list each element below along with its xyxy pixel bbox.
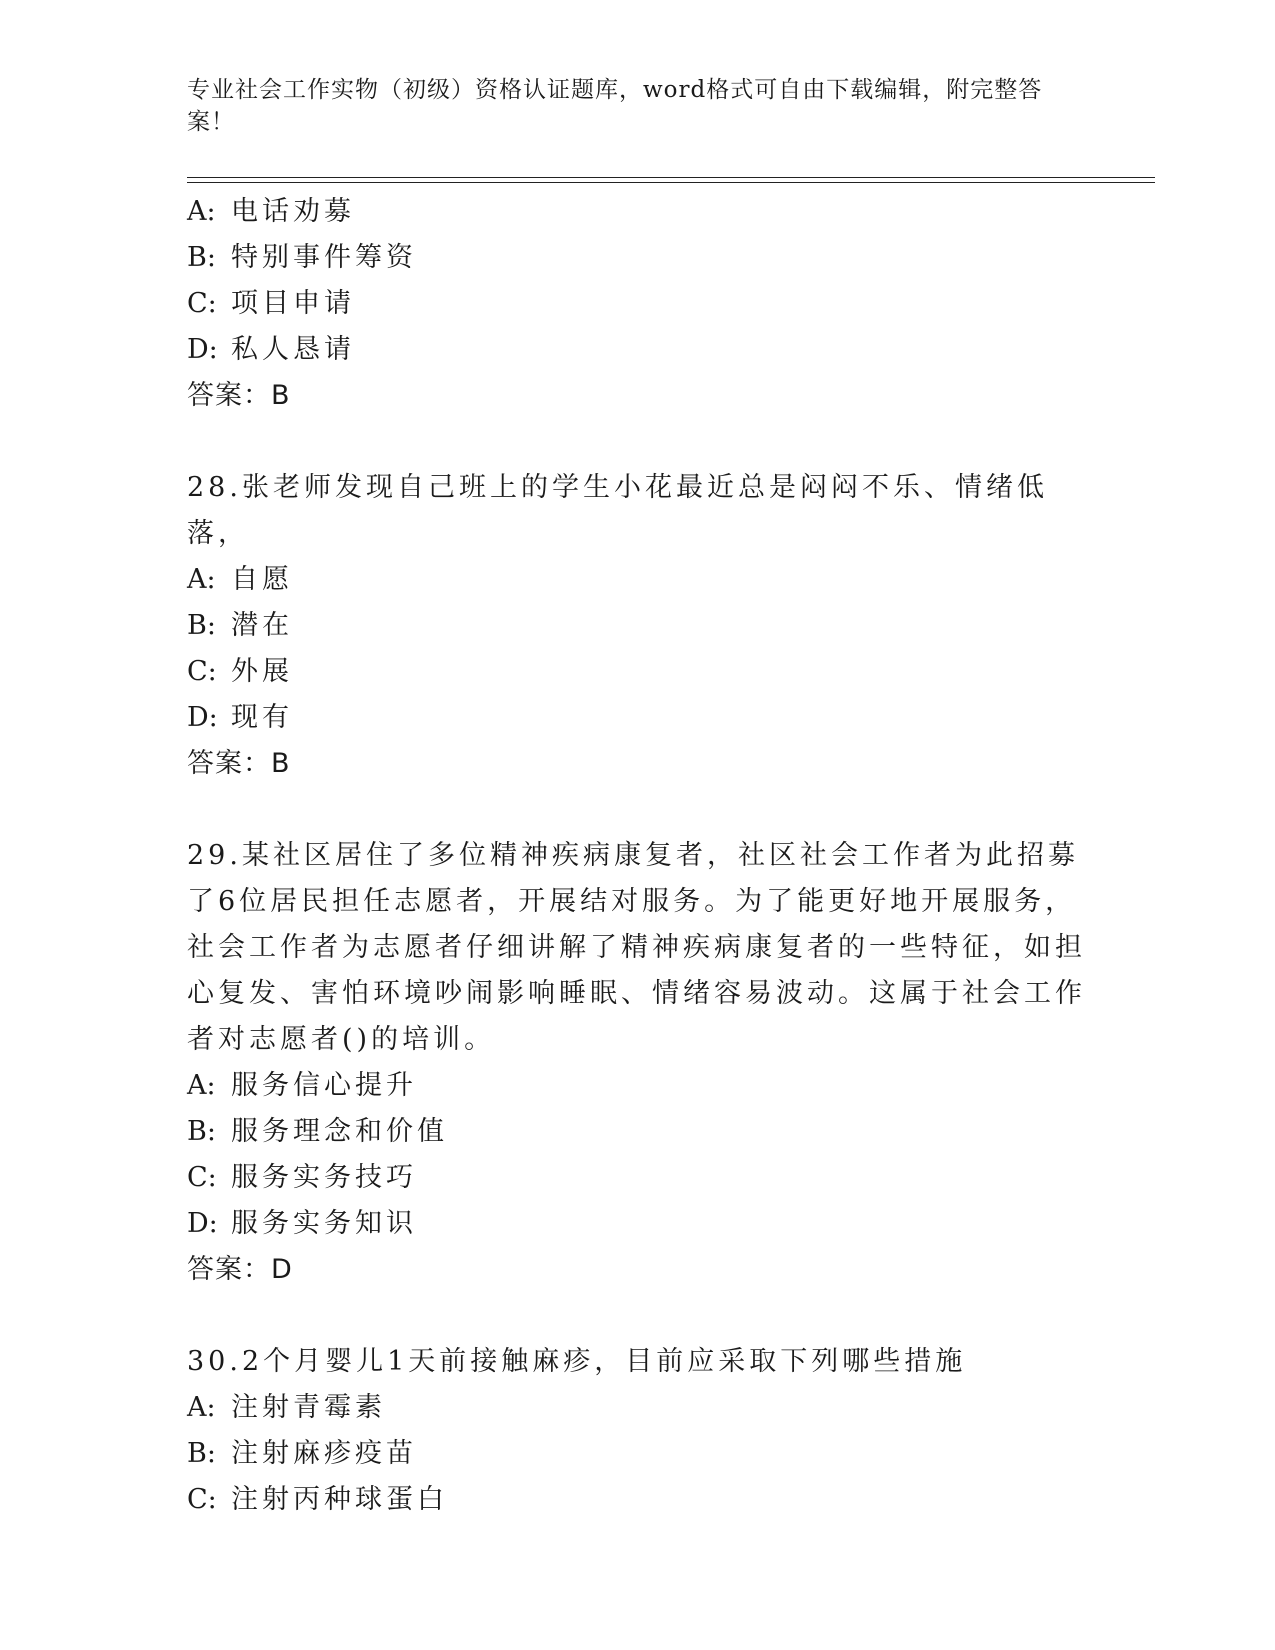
option-text: 潜在 bbox=[231, 610, 293, 641]
option-b bbox=[187, 1109, 1087, 1155]
option-key: A: bbox=[187, 1070, 216, 1101]
option-a bbox=[187, 1385, 1087, 1431]
question-block-28 bbox=[187, 465, 1087, 787]
question-block-30 bbox=[187, 1339, 1087, 1523]
option-key: B: bbox=[187, 610, 216, 641]
option-text: 服务信心提升 bbox=[231, 1070, 417, 1101]
option-b bbox=[187, 1431, 1087, 1477]
option-key: B: bbox=[187, 1116, 216, 1147]
option-key: A: bbox=[187, 1392, 216, 1423]
option-key: C: bbox=[187, 1484, 217, 1515]
option-key: D: bbox=[187, 334, 218, 365]
option-c bbox=[187, 281, 1087, 327]
option-text: 现有 bbox=[231, 702, 293, 733]
option-text: 服务理念和价值 bbox=[231, 1116, 448, 1147]
option-text: 私人恳请 bbox=[231, 334, 355, 365]
option-key: A: bbox=[187, 196, 216, 227]
option-c bbox=[187, 1155, 1087, 1201]
option-text: 外展 bbox=[231, 656, 293, 687]
question-text: 30.2个月婴儿1天前接触麻疹，目前应采取下列哪些措施 bbox=[187, 1346, 967, 1377]
option-text: 项目申请 bbox=[231, 288, 355, 319]
answer-line: 答案：B bbox=[187, 380, 291, 411]
option-d bbox=[187, 327, 1087, 373]
option-text: 服务实务技巧 bbox=[231, 1162, 417, 1193]
option-key: D: bbox=[187, 1208, 218, 1239]
option-d bbox=[187, 695, 1087, 741]
option-d bbox=[187, 1201, 1087, 1247]
option-c bbox=[187, 649, 1087, 695]
option-key: B: bbox=[187, 1438, 216, 1469]
option-key: A: bbox=[187, 564, 216, 595]
option-text: 注射青霉素 bbox=[231, 1392, 386, 1423]
option-a bbox=[187, 189, 1087, 235]
option-key: B: bbox=[187, 242, 216, 273]
question-text: 28.张老师发现自己班上的学生小花最近总是闷闷不乐、情绪低落， bbox=[187, 472, 1048, 549]
option-a bbox=[187, 557, 1087, 603]
option-text: 服务实务知识 bbox=[231, 1208, 417, 1239]
question-block-29 bbox=[187, 833, 1087, 1293]
option-a bbox=[187, 1063, 1087, 1109]
option-c bbox=[187, 1477, 1087, 1523]
question-block-27 bbox=[187, 189, 1087, 419]
option-text: 特别事件筹资 bbox=[231, 242, 417, 273]
option-key: C: bbox=[187, 1162, 217, 1193]
option-b bbox=[187, 603, 1087, 649]
answer-line: 答案：D bbox=[187, 1254, 293, 1285]
question-text: 29.某社区居住了多位精神疾病康复者，社区社会工作者为此招募了6位居民担任志愿者，开展结对服务。为了能更好地开展服务，社会工作者为志愿者仔细讲解了精神疾病康复者的一些特征，如担心复发、害怕环境吵闹影响睡眠、情绪容易波动。这属于社会工作者对志愿者()的培训。 bbox=[187, 840, 1086, 1055]
option-b bbox=[187, 235, 1087, 281]
option-text: 自愿 bbox=[231, 564, 293, 595]
option-text: 电话劝募 bbox=[231, 196, 355, 227]
header-divider-bottom bbox=[187, 182, 1155, 183]
answer-line: 答案：B bbox=[187, 748, 291, 779]
option-key: C: bbox=[187, 656, 217, 687]
question-list bbox=[187, 189, 1087, 1523]
document-header: 专业社会工作实物（初级）资格认证题库，word格式可自由下载编辑，附完整答案！ bbox=[187, 77, 1043, 135]
option-key: C: bbox=[187, 288, 217, 319]
option-text: 注射麻疹疫苗 bbox=[231, 1438, 417, 1469]
header-divider-top bbox=[187, 177, 1155, 178]
option-key: D: bbox=[187, 702, 218, 733]
option-text: 注射丙种球蛋白 bbox=[231, 1484, 448, 1515]
